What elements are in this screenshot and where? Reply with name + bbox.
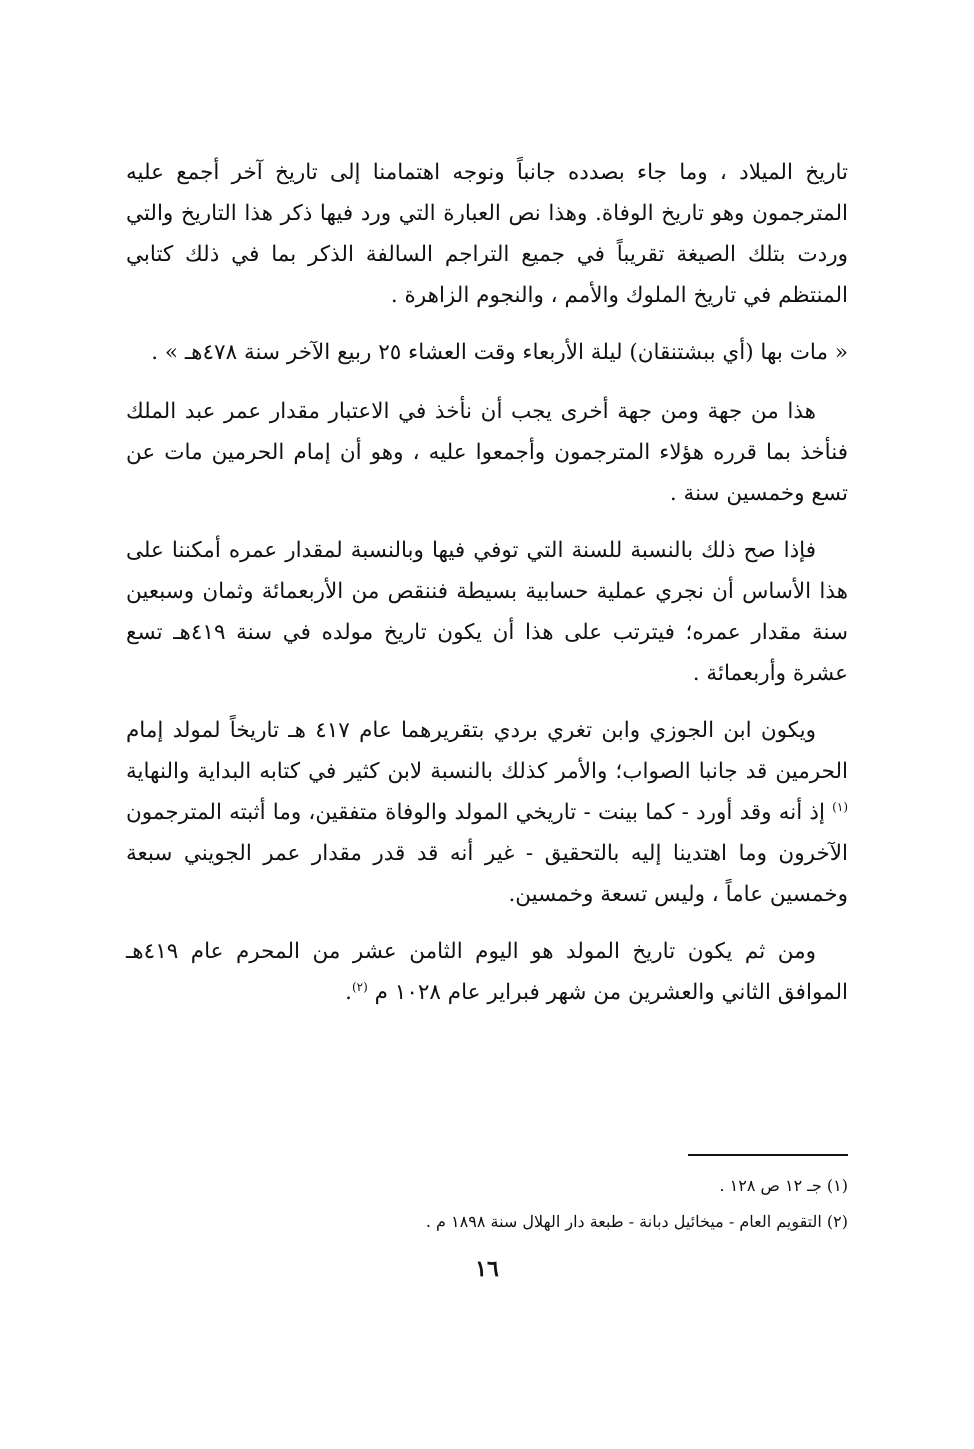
footnote-2: (٢) التقويم العام - ميخائيل دبانة - طبعة دار الهلال سنة ١٨٩٨ م . [425,1212,848,1231]
paragraph-4-text-b: إذ أنه وقد أورد - كما بينت - تاريخي المولد والوفاة متفقين، وما أثبته المترجمون الآخرون وما اهتدينا إليه بالتحقيق - غير أنه قد قدر مقدار عمر الجويني سبعة وخمسين عاماً ، وليس تسعة وخمسين. [126,800,848,907]
footnote-ref-1: (١) [832,799,848,814]
paragraph-4-text-a: ويكون ابن الجوزي وابن تغري بردي بتقريرهما عام ٤١٧ هـ تاريخاً لمولد إمام الحرمين قد جانبا الصواب؛ والأمر كذلك بالنسبة لابن كثير في كتابه البداية والنهاية [126,718,848,784]
paragraph-3: فإذا صح ذلك بالنسبة للسنة التي توفي فيها وبالنسبة لمقدار عمره أمكننا على هذا الأساس أن نجري عملية حسابية بسيطة فننقص من الأربعمائة وثمان وسبعين سنة مقدار عمره؛ فيترتب على هذا أن يكون تاريخ مولده في سنة ٤١٩هـ تسع عشرة وأربعمائة . [126,538,849,686]
paragraph-5-text-b: . [345,980,352,1005]
page-number: ١٦ [475,1256,499,1282]
paragraph-5-text-a: ومن ثم يكون تاريخ المولد هو اليوم الثامن عشر من المحرم عام ٤١٩هـ الموافق الثاني والعشرين من شهر فبراير عام ١٠٢٨ م [126,939,848,1005]
body-text [126,152,848,1029]
footnotes [126,1168,848,1240]
footnote-divider [688,1154,848,1156]
paragraph-4 [126,710,848,915]
footnote-1: (١) جـ ١٢ ص ١٢٨ . [719,1176,848,1195]
quote-paragraph: « مات بها (أي ببشتنقان) ليلة الأربعاء وقت العشاء ٢٥ ربيع الآخر سنة ٤٧٨هـ » . [151,340,848,365]
paragraph-2: هذا من جهة ومن جهة أخرى يجب أن نأخذ في الاعتبار مقدار عمر عبد الملك فنأخذ بما قرره هؤلاء المترجمون وأجمعوا عليه ، وهو أن إمام الحرمين مات عن تسع وخمسين سنة . [126,399,848,506]
paragraph-1: تاريخ الميلاد ، وما جاء بصدده جانباً ونوجه اهتمامنا إلى تاريخ آخر أجمع عليه المترجمون وهو تاريخ الوفاة. وهذا نص العبارة التي ورد فيها ذكر هذا التاريخ والتي وردت بتلك الصيغة تقريباً في جميع التراجم السالفة الذكر بما في ذلك كتابي المنتظم في تاريخ الملوك والأمم ، والنجوم الزاهرة . [126,160,848,308]
footnote-ref-2: (٢) [351,979,368,994]
paragraph-5 [126,931,848,1013]
